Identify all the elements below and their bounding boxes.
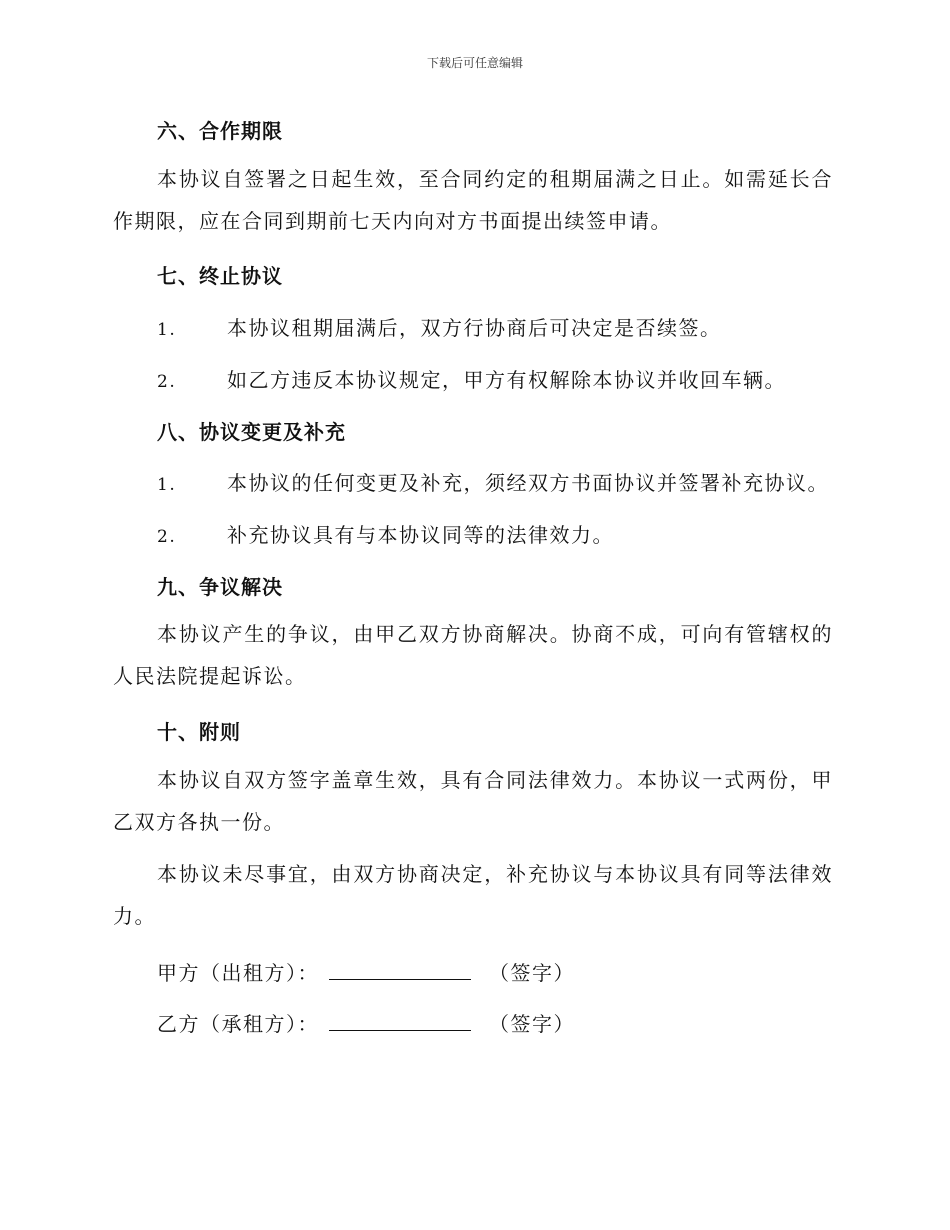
signature-line-party-a [157,957,575,986]
section-10-title: 十、附则 [157,720,241,744]
list-item-number: 2. [157,527,177,547]
section-10-paragraph-1: 本协议自双方签字盖章生效，具有合同法律效力。本协议一式两份，甲乙双方各执一份。 [113,768,833,834]
list-item-number: 1. [157,320,177,340]
section-7-title: 七、终止协议 [157,264,283,288]
section-6-paragraph: 本协议自签署之日起生效，至合同约定的租期届满之日止。如需延长合作期限，应在合同到期前七天内向对方书面提出续签申请。 [113,167,833,233]
section-9-paragraph: 本协议产生的争议，由甲乙双方协商解决。协商不成，可向有管辖权的人民法院提起诉讼。 [113,622,833,688]
signature-line-party-b [157,1008,575,1037]
list-item-text: 如乙方违反本协议规定，甲方有权解除本协议并收回车辆。 [227,368,786,392]
signature-blank[interactable] [329,1012,471,1031]
section-8-title: 八、协议变更及补充 [157,420,346,444]
list-item-text: 本协议的任何变更及补充，须经双方书面协议并签署补充协议。 [227,471,829,495]
section-10-paragraph-2: 本协议未尽事宜，由双方协商决定，补充协议与本协议具有同等法律效力。 [113,862,833,928]
section-9-title: 九、争议解决 [157,575,283,599]
sign-note: （签字） [489,961,575,985]
list-item-number: 1. [157,475,177,495]
page-header: 下载后可任意编辑 [426,56,523,70]
list-item-text: 本协议租期届满后，双方行协商后可决定是否续签。 [227,316,722,340]
section-6-title: 六、合作期限 [157,119,283,143]
sign-note: （签字） [489,1012,575,1036]
list-item-number: 2. [157,372,177,392]
party-b-label: 乙方（承租方）： [157,1012,319,1036]
list-item [157,519,614,548]
list-item [157,312,722,341]
party-a-label: 甲方（出租方）： [157,961,319,985]
signature-blank[interactable] [329,961,471,980]
list-item [157,364,786,393]
list-item-text: 补充协议具有与本协议同等的法律效力。 [227,523,614,547]
list-item [157,467,829,496]
